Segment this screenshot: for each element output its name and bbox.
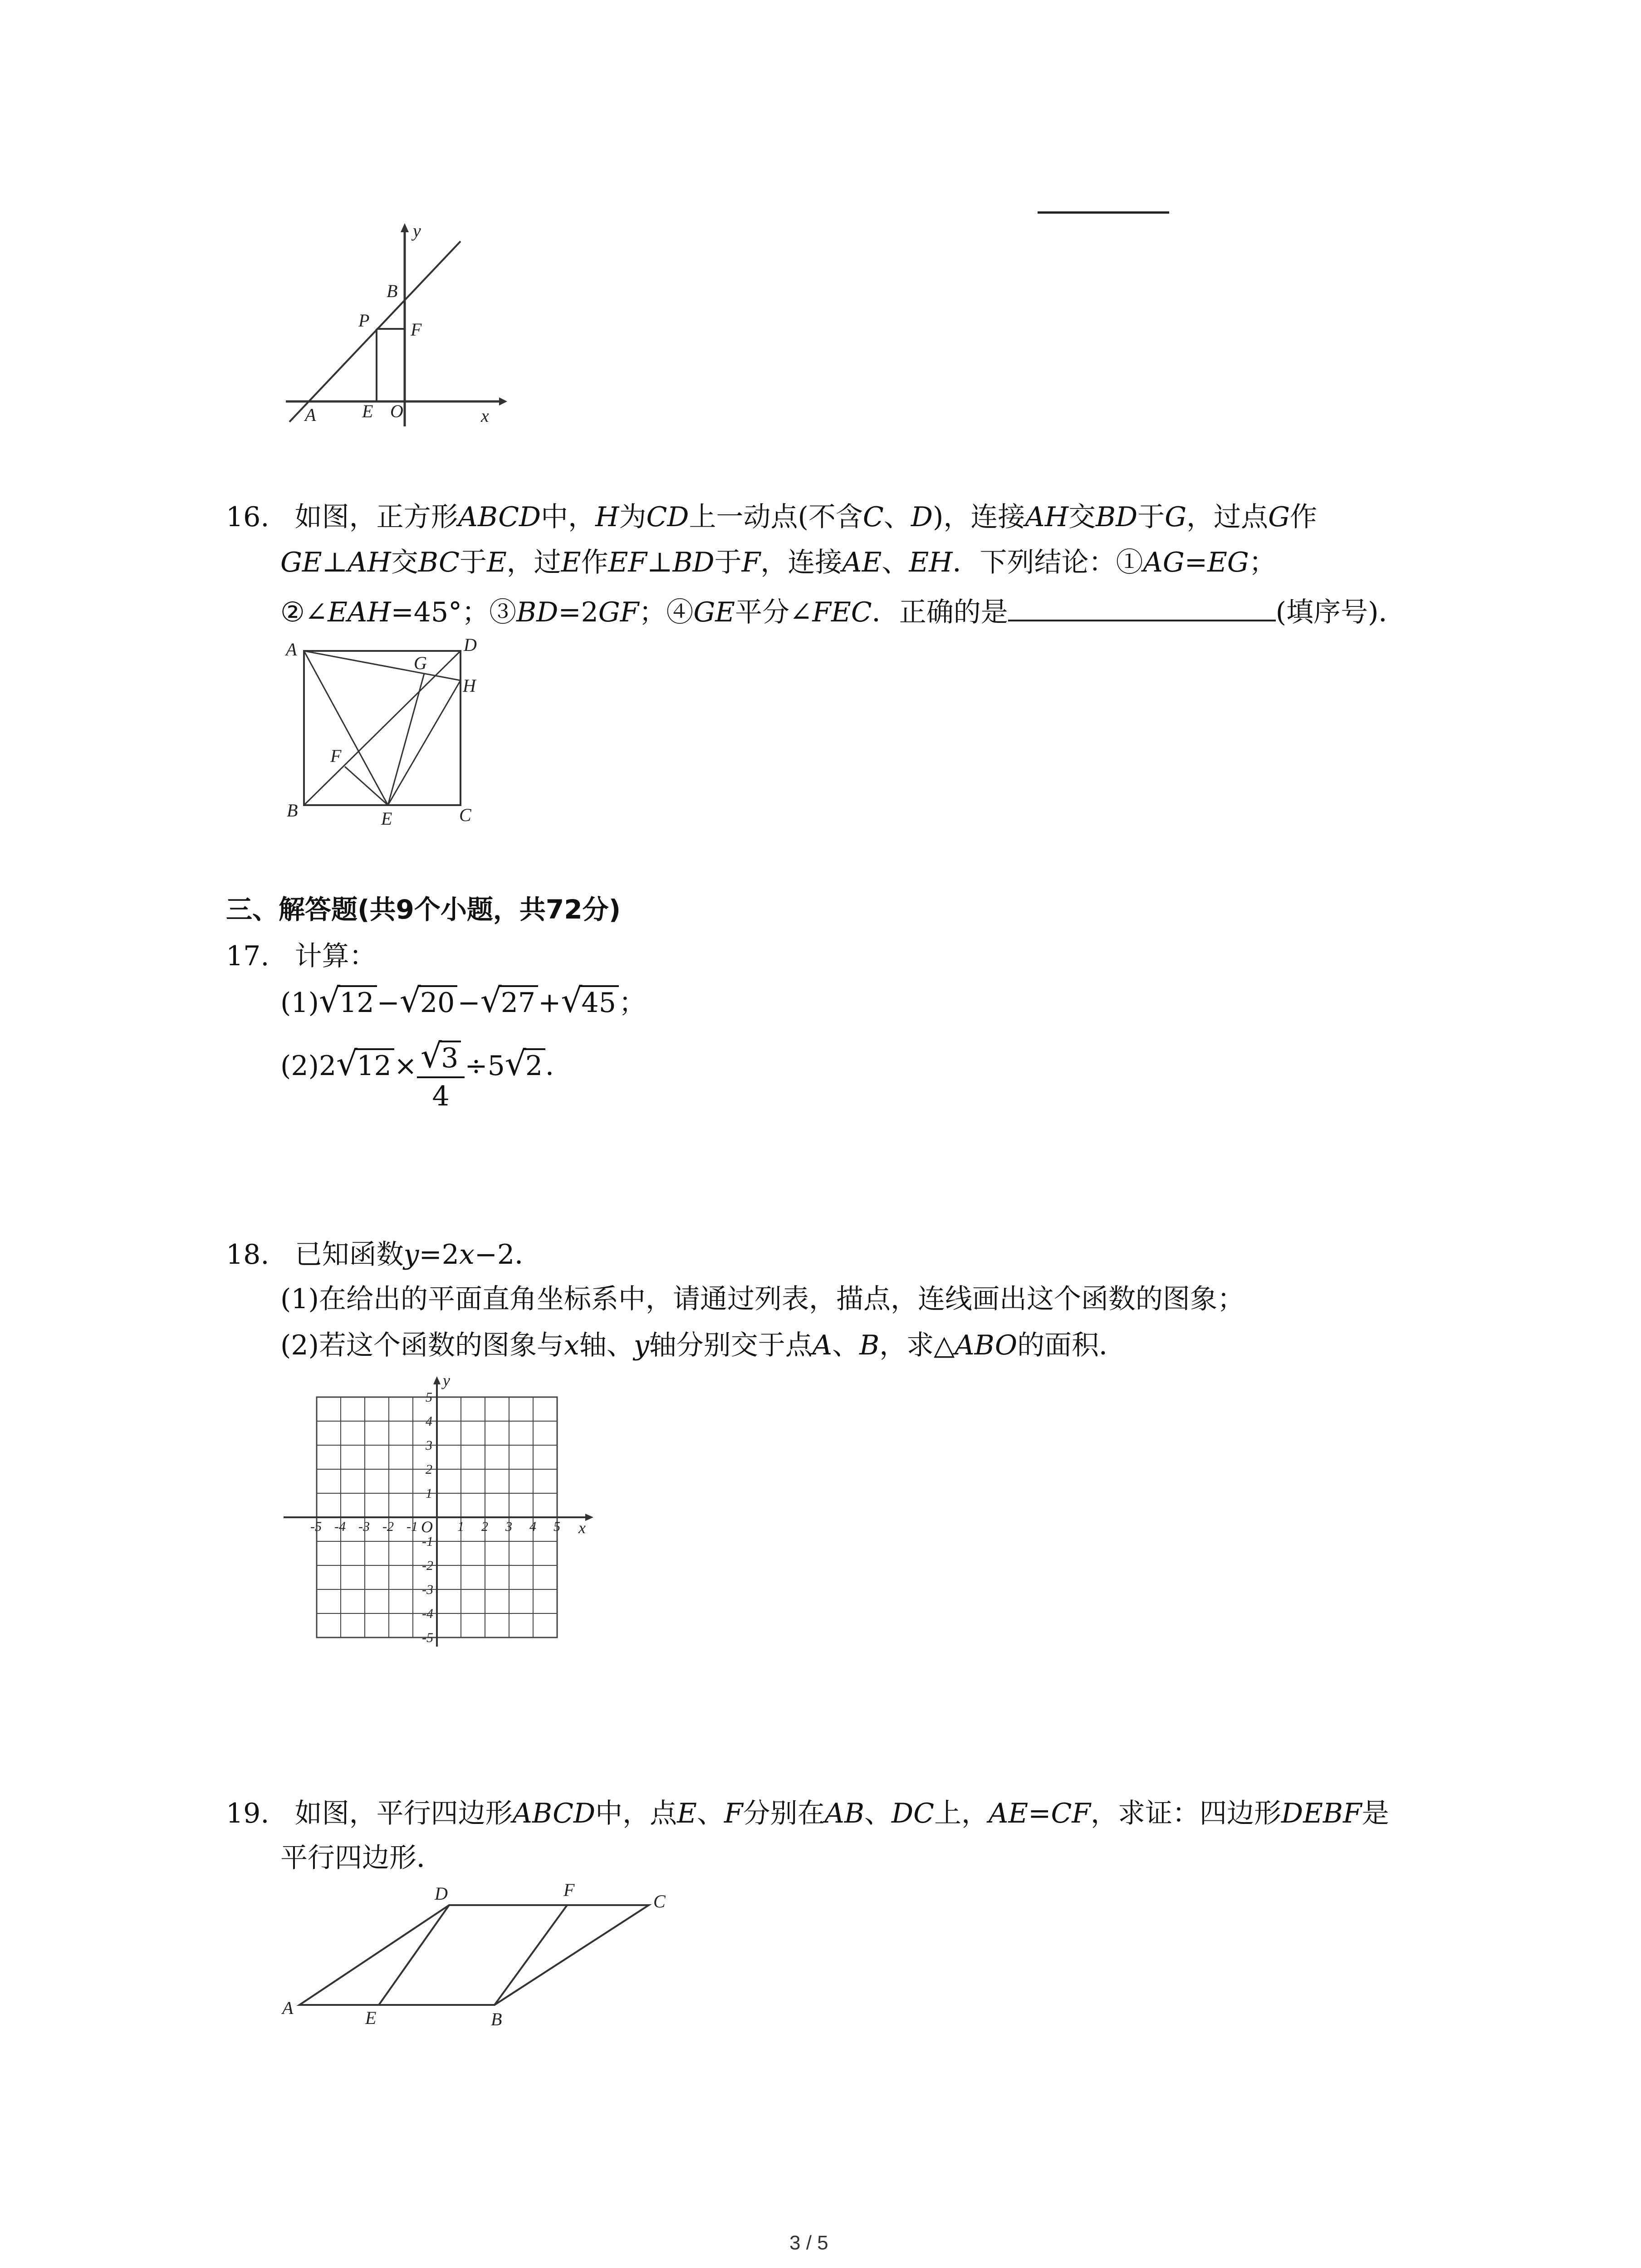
origin-label: O (421, 1518, 433, 1536)
label-E: E (381, 808, 392, 829)
x-tick: 5 (554, 1519, 560, 1534)
q18-part-2: (2)若这个函数的图象与x轴、y轴分别交于点A、B，求△ABO的面积． (280, 1330, 1127, 1361)
q16-number: 16. (226, 501, 269, 533)
q18-intro: 18. 已知函数y=2x−2． (226, 1239, 542, 1271)
y-tick: -4 (422, 1606, 433, 1621)
y-tick: -1 (422, 1534, 433, 1549)
page-number: 3 / 5 (789, 2232, 828, 2254)
x-tick: 1 (457, 1519, 464, 1534)
label-F: F (330, 746, 342, 766)
label-A: A (305, 405, 316, 425)
y-tick: -3 (422, 1582, 433, 1597)
q15-answer-blank[interactable] (1038, 211, 1169, 214)
q19-number: 19. (226, 1798, 269, 1829)
y-tick: 1 (426, 1486, 432, 1501)
q16-figure (281, 635, 508, 835)
label-B: B (287, 800, 298, 821)
x-tick: -2 (382, 1519, 394, 1534)
q16-line-3: ②∠EAH=45°；③BD=2GF；④GE平分∠FEC．正确的是 (填序号)． (280, 596, 1406, 628)
label-B: B (491, 2009, 502, 2029)
q16-answer-blank[interactable] (1008, 615, 1276, 621)
y-tick: 4 (426, 1414, 432, 1429)
label-A: A (286, 639, 297, 660)
label-D: D (435, 1883, 448, 1904)
x-tick: -4 (334, 1519, 346, 1534)
q19-line-2: 平行四边形． (280, 1842, 444, 1874)
label-E: E (362, 401, 373, 421)
x-axis-label: x (578, 1519, 586, 1537)
x-tick: 4 (529, 1519, 536, 1534)
label-P: P (358, 310, 370, 331)
segment-AH (304, 651, 460, 680)
x-tick: 3 (505, 1519, 512, 1534)
y-axis-arrow (433, 1376, 441, 1384)
label-A: A (282, 1998, 294, 2018)
segment-GE (388, 674, 424, 805)
label-H: H (463, 675, 476, 696)
q17-part-2: (2)2√12 × $\frac{√3}{4}$ ÷5√2 ． (280, 1030, 573, 1106)
q18-number: 18. (226, 1239, 269, 1271)
segment-AE (304, 651, 388, 805)
y-tick: 2 (426, 1462, 432, 1477)
q19-line-1: 19. 如图，平行四边形ABCD中，点E、F分别在AB、DC上，AE=CF，求证：四边形DEBF是 (226, 1798, 1389, 1829)
y-tick: -5 (422, 1630, 433, 1645)
y-axis-label: y (443, 1374, 450, 1389)
q18-coordinate-grid[interactable] (272, 1374, 599, 1660)
label-G: G (414, 653, 427, 673)
segment-BF (495, 1905, 567, 2005)
y-tick: -2 (422, 1558, 433, 1573)
segment-EF (345, 767, 388, 805)
label-C: C (459, 805, 471, 825)
label-D: D (464, 635, 477, 655)
q16-line-2: GE⊥AH交BC于E，过E作EF⊥BD于F，连接AE、EH．下列结论：①AG=EG； (280, 547, 1276, 578)
q16-line-1: 16. 如图，正方形ABCD中，H为CD上一动点(不含C、D)，连接AH交BD于G，过点G作 (226, 501, 1318, 533)
x-tick: -5 (310, 1519, 322, 1534)
label-B: B (387, 281, 398, 301)
x-tick: 2 (481, 1519, 488, 1534)
diagonal-BD (304, 651, 460, 805)
q15-figure (281, 218, 517, 435)
label-C: C (653, 1891, 666, 1911)
label-O: O (390, 401, 403, 421)
q17-part-1: (1)√12 −√20 −√27 +√45 ； (280, 981, 646, 1020)
label-y: y (413, 220, 421, 241)
label-x: x (481, 406, 489, 426)
q18-part-1: (1)在给出的平面直角坐标系中，请通过列表，描点，连线画出这个函数的图象； (280, 1283, 1244, 1315)
segment-DE (379, 1905, 449, 2005)
section-3-heading: 三、解答题(共9个小题，共72分) (226, 894, 621, 925)
x-tick: -3 (358, 1519, 370, 1534)
label-F: F (411, 319, 422, 340)
y-tick: 5 (426, 1390, 432, 1405)
parallelogram-ABCD (299, 1905, 649, 2005)
x-axis-arrow (499, 397, 507, 406)
fraction-root3-over-4: $\frac{√3}{4}$ (417, 1038, 465, 1114)
q19-figure (277, 1878, 685, 2032)
q17-number: 17. (226, 940, 269, 972)
y-axis-arrow (401, 223, 409, 232)
label-F: F (563, 1880, 575, 1900)
x-tick: -1 (407, 1519, 418, 1534)
x-axis-arrow (585, 1514, 593, 1521)
label-E: E (365, 2008, 377, 2028)
y-tick: 3 (426, 1438, 432, 1453)
line-AB (289, 241, 460, 422)
q17-intro: 17. 计算： (226, 940, 377, 972)
x-tick-labels (310, 1519, 560, 1534)
segment-EH (388, 680, 460, 805)
